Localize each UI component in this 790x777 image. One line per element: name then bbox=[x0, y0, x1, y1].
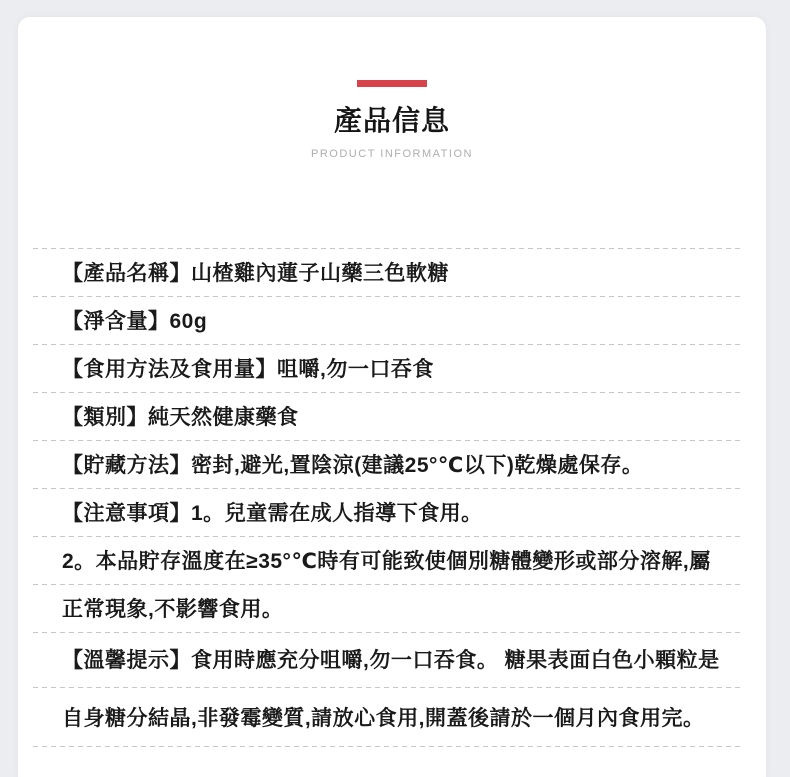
info-row bbox=[18, 687, 766, 747]
info-row-text: 【類別】純天然健康藥食 bbox=[62, 405, 299, 429]
info-row bbox=[18, 488, 766, 536]
info-row bbox=[18, 536, 766, 584]
info-row bbox=[18, 344, 766, 392]
info-row bbox=[18, 248, 766, 296]
info-row bbox=[18, 296, 766, 344]
info-row-text: 自身糖分結晶,非發霉變質,請放心食用,開蓋後請於一個月內食用完。 bbox=[62, 706, 705, 730]
info-row-text: 【溫馨提示】食用時應充分咀嚼,勿一口吞食。 糖果表面白色小顆粒是 bbox=[62, 649, 720, 673]
info-row bbox=[18, 440, 766, 488]
page-subtitle: PRODUCT INFORMATION bbox=[311, 147, 473, 160]
info-row bbox=[18, 584, 766, 632]
section-accent-bar bbox=[357, 80, 427, 87]
info-row-text: 【貯藏方法】密封,避光,置陰涼(建議25°℃以下)乾燥處保存。 bbox=[62, 453, 644, 477]
info-row-text: 【淨含量】60g bbox=[62, 309, 208, 333]
info-row-text: 正常現象,不影響食用。 bbox=[62, 597, 284, 621]
info-row-text: 【食用方法及食用量】咀嚼,勿一口吞食 bbox=[62, 357, 434, 381]
content-card bbox=[18, 17, 766, 777]
info-row-text: 【產品名稱】山楂雞內蓮子山藥三色軟糖 bbox=[62, 261, 449, 285]
info-row bbox=[18, 632, 766, 687]
info-row-text: 【注意事項】1。兒童需在成人指導下食用。 bbox=[62, 501, 483, 525]
page-title: 產品信息 bbox=[333, 105, 450, 136]
info-row bbox=[18, 392, 766, 440]
info-row-text: 2。本品貯存溫度在≥35°℃時有可能致使個別糖體變形或部分溶解,屬 bbox=[62, 549, 711, 573]
section-header bbox=[18, 80, 766, 161]
info-list bbox=[18, 248, 766, 747]
